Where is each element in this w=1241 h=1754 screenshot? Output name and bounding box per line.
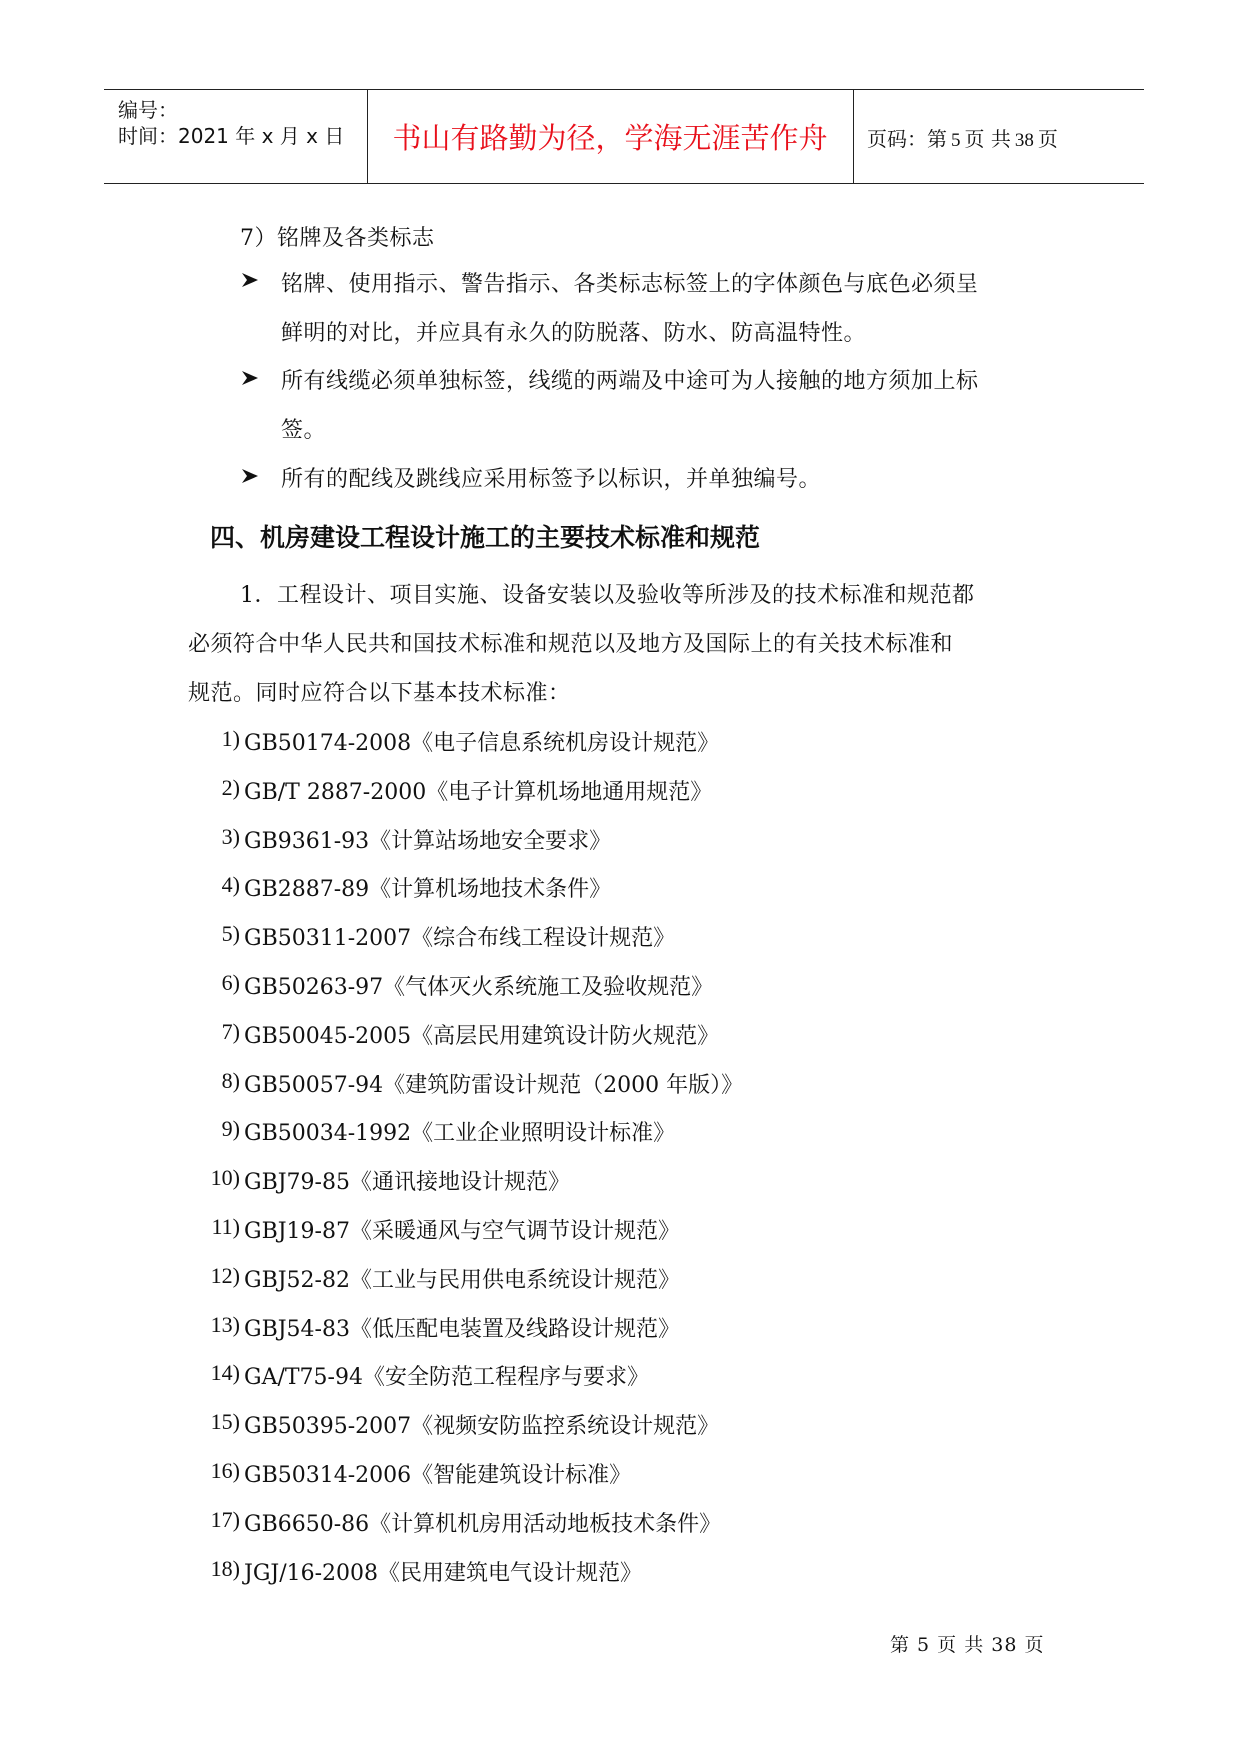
header-page-cell [853, 90, 1144, 183]
standard-number: 1) [221, 726, 240, 751]
section-7-title: 7）铭牌及各类标志 [240, 226, 435, 251]
bullet-2-line-1: 所有线缆必须单独标签，线缆的两端及中途可为人接触的地方须加上标 [281, 369, 979, 394]
standard-text: GB50057-94《建筑防雷设计规范（2000 年版）》 [244, 1072, 744, 1098]
bullet-2-line-2: 签。 [281, 418, 327, 443]
standard-number: 16) [210, 1458, 240, 1483]
page-prefix: 页码：第 [867, 127, 947, 151]
standard-number: 6) [221, 970, 240, 995]
standard-text: GB50174-2008《电子信息系统机房设计规范》 [244, 731, 720, 756]
document-number-label: 编号： [118, 98, 178, 122]
standard-number: 10) [210, 1165, 240, 1191]
standard-number: 2) [221, 774, 240, 800]
arrowhead-bullet-icon [240, 270, 260, 295]
standard-text: GBJ79-85《通讯接地设计规范》 [244, 1170, 570, 1196]
header-page-indicator [867, 123, 1058, 152]
header-motto: 书山有路勤为径，学海无涯苦作舟 [392, 121, 828, 155]
standard-number: 9) [221, 1116, 240, 1142]
section-4-heading: 四、机房建设工程设计施工的主要技术标准和规范 [210, 523, 761, 552]
standard-text: GA/T75-94《安全防范工程程序与要求》 [244, 1365, 649, 1391]
standard-number: 4) [221, 872, 240, 898]
page-header [104, 89, 1144, 184]
intro-paragraph-line-3: 规范。同时应符合以下基本技术标准： [188, 681, 571, 706]
standard-text: GB50395-2007《视频安防监控系统设计规范》 [244, 1414, 720, 1440]
standard-text: JGJ/16-2008《民用建筑电气设计规范》 [244, 1560, 643, 1586]
standard-number: 14) [210, 1360, 240, 1386]
standard-number: 18) [210, 1555, 240, 1581]
standard-text: GBJ19-87《采暖通风与空气调节设计规范》 [244, 1219, 680, 1244]
standard-text: GBJ54-83《低压配电装置及线路设计规范》 [244, 1316, 680, 1342]
intro-paragraph-line-1: 1．工程设计、项目实施、设备安装以及验收等所涉及的技术标准和规范都 [240, 583, 975, 608]
standard-text: GB9361-93《计算站场地安全要求》 [244, 828, 612, 854]
standard-text: GB/T 2887-2000《电子计算机场地通用规范》 [244, 779, 713, 805]
standard-number: 8) [221, 1067, 240, 1093]
standard-number: 11) [211, 1214, 240, 1239]
standard-number: 13) [210, 1311, 240, 1337]
header-meta-cell [104, 90, 368, 183]
bullet-1-line-1: 铭牌、使用指示、警告指示、各类标志标签上的字体颜色与底色必须呈 [281, 272, 979, 297]
standard-text: GB50045-2005《高层民用建筑设计防火规范》 [244, 1023, 720, 1049]
standard-text: GB6650-86《计算机机房用活动地板技术条件》 [244, 1511, 722, 1537]
bullet-1-line-2: 鲜明的对比，并应具有永久的防脱落、防水、防高温特性。 [281, 321, 867, 346]
standard-number: 5) [221, 921, 240, 947]
header-motto-cell [367, 90, 854, 183]
arrowhead-bullet-icon [240, 466, 260, 491]
bullet-3-line-1: 所有的配线及跳线应采用标签予以标识，并单独编号。 [281, 467, 822, 492]
standard-text: GB50034-1992《工业企业照明设计标准》 [244, 1121, 676, 1147]
page-total: 38 [1014, 130, 1034, 151]
arrowhead-bullet-icon [240, 368, 260, 393]
page-suffix: 页 [1037, 127, 1058, 151]
standard-number: 17) [210, 1506, 240, 1532]
page-current: 5 [951, 130, 961, 151]
standard-number: 12) [210, 1262, 240, 1288]
standard-text: GB50314-2006《智能建筑设计标准》 [244, 1463, 632, 1488]
standard-number: 15) [210, 1409, 240, 1435]
standard-text: GB2887-89《计算机场地技术条件》 [244, 877, 612, 903]
page-footer: 第 5 页 共 38 页 [890, 1634, 1045, 1656]
standard-text: GB50263-97《气体灭火系统施工及验收规范》 [244, 975, 714, 1000]
standard-text: GB50311-2007《综合布线工程设计规范》 [244, 926, 676, 952]
intro-paragraph-line-2: 必须符合中华人民共和国技术标准和规范以及地方及国际上的有关技术标准和 [188, 632, 954, 657]
standard-number: 3) [221, 823, 240, 849]
document-time-label: 时间：2021 年 x 月 x 日 [118, 124, 345, 148]
standard-text: GBJ52-82《工业与民用供电系统设计规范》 [244, 1267, 680, 1293]
standard-number: 7) [221, 1018, 240, 1044]
page-middle: 页 共 [964, 127, 1011, 151]
